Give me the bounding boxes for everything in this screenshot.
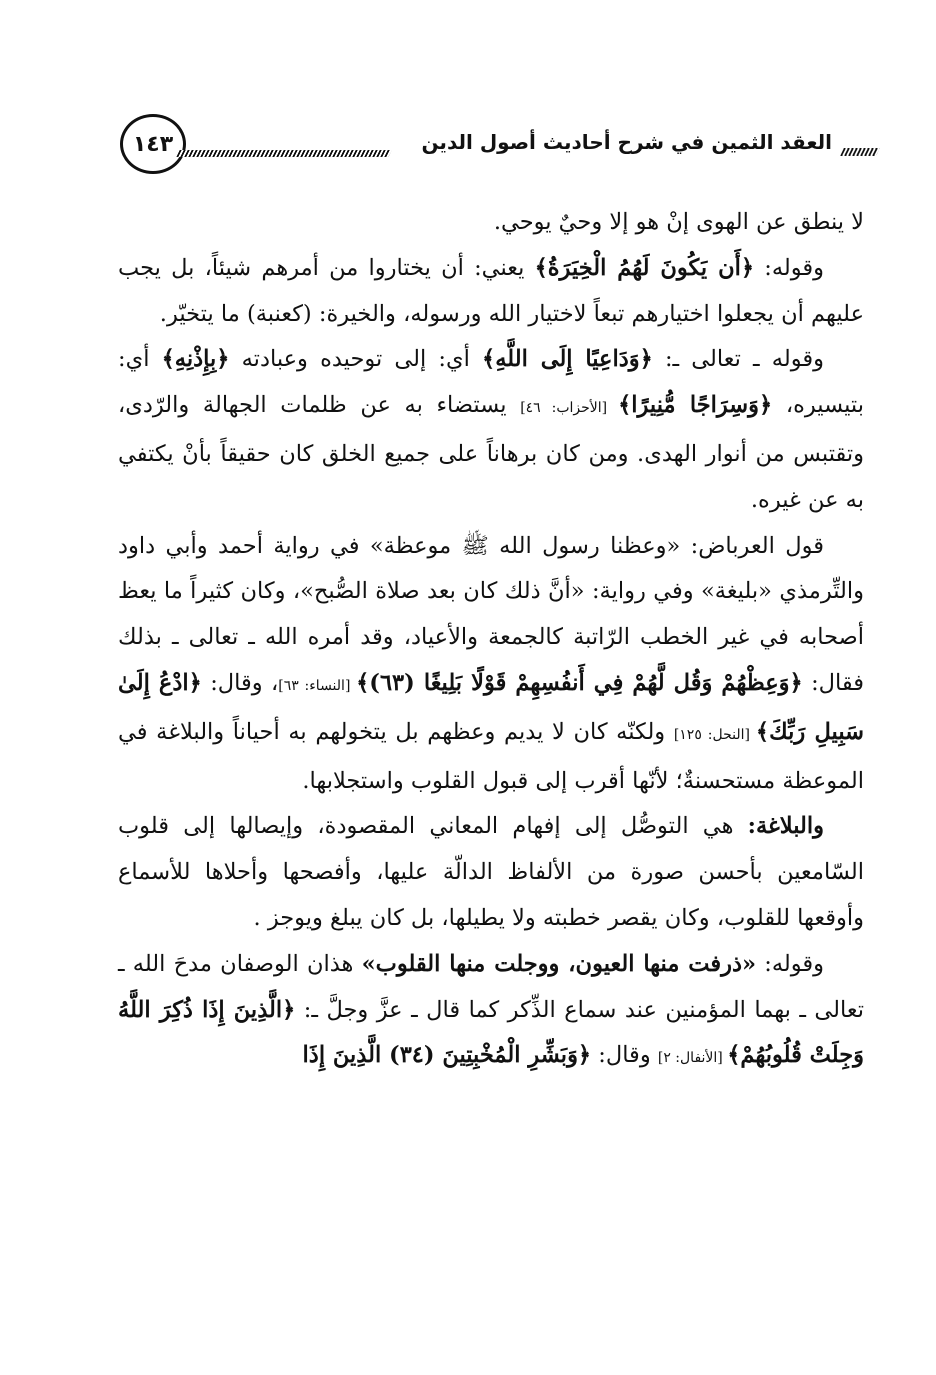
quoted-text: ﴿الَّذِينَ إِذَا ذُكِرَ اللَّهُ وَجِلَتْ قُلُوبُهُمْ﴾ (118, 996, 864, 1069)
quoted-text: ﴿وَبَشِّرِ الْمُخْبِتِينَ (٣٤) الَّذِينَ إِذَا (302, 1042, 592, 1069)
body-text-run: وقوله ـ تعالى ـ: (652, 346, 824, 373)
paragraph-p3 (118, 337, 864, 523)
page-body (118, 200, 864, 1082)
body-text-run: هي التوصُّل إلى إفهام المعاني المقصودة، وإيصالها إلى قلوب السّامعين بأحسن صورة من الألفاظ الدالّة عليها، وأفصحها وأحلاها للأسماع وأوقعها للقلوب، وكان يقصر خطبته ولا يطيلها، بل كان يبلغ ويوجز . (118, 813, 864, 931)
paragraph-p6 (118, 942, 864, 1082)
header-ornament-mark (840, 148, 880, 156)
paragraph-p4 (118, 524, 864, 805)
citation-reference: [الأنفال: ٢] (657, 1050, 728, 1067)
body-text-run: أي: إلى توحيده وعبادته (229, 346, 483, 373)
paragraph-p5 (118, 804, 864, 941)
page-number: ١٤٣ (132, 131, 174, 157)
body-text-run: أي: بتيسيره، (118, 346, 864, 419)
quoted-text: ﴿وَدَاعِيًا إِلَى اللَّهِ﴾ (482, 346, 653, 373)
paragraph-p2 (118, 246, 864, 338)
quoted-text: ﴿وَسِرَاجًا مُّنِيرًا﴾ (618, 392, 773, 419)
body-text-run: يعني: أن يختاروا من أمرهم شيئاً، بل يجب عليهم أن يجعلوا اختيارهم تبعاً لاختيار الله ورسوله، والخيرة: (كعنبة) ما يتخيّر. (118, 254, 864, 327)
quoted-text: «ذرفت منها العيون، ووجلت منها القلوب» (361, 950, 757, 977)
body-text-run: ، وقال: (201, 669, 279, 696)
header-ornament-rule (176, 150, 391, 157)
body-text-run: قول العرباض: «وعظنا رسول الله ﷺ موعظة» في رواية أحمد وأبي داود والتِّرمذي «بليغة» وفي رواية: «أنَّ ذلك كان بعد صلاة الصُّبح»، وكان كثيراً ما يعظ أصحابه في غير الخطب الرّاتبة كالجمعة والأعياد، وقد أمره الله ـ تعالى ـ بذلك فقال: (118, 532, 865, 696)
body-text-run: وقوله: (756, 950, 824, 977)
running-header (118, 108, 878, 182)
citation-reference: [الأحزاب: ٤٦] (520, 400, 619, 417)
body-text-run: يستضاء به عن ظلمات الجهالة والرّدى، وتقتبس من أنوار الهدى. ومن كان برهاناً على جميع الخلق كان حقيقاً بأنْ يكتفي به عن غيره. (118, 392, 864, 513)
paragraph-p1 (118, 200, 864, 246)
quoted-text: ﴿وَعِظْهُمْ وَقُل لَّهُمْ فِي أَنفُسِهِمْ قَوْلًا بَلِيغًا (٦٣)﴾ (356, 669, 803, 696)
body-text-run: لا ينطق عن الهوى إنْ هو إلا وحيٌ يوحي. (493, 209, 864, 235)
quoted-text: ﴿ادْعُ إِلَىٰ سَبِيلِ رَبِّكَ﴾ (118, 669, 864, 745)
page-number-badge (120, 114, 186, 174)
body-text-run: ولكنّه كان لا يديم وعظهم بل يتخولهم به أحياناً والبلاغة في الموعظة مستحسنةٌ؛ لأنّها أقرب إلى قبول القلوب واستجلابها. (118, 718, 864, 794)
body-text-run: وقال: (591, 1042, 658, 1069)
running-header-title: العقد الثمين في شرح أحاديث أصول الدين (421, 130, 832, 154)
citation-reference: [النحل: ١٢٥] (673, 726, 756, 743)
quoted-text: ﴿أَن يَكُونَ لَهُمُ الْخِيَرَةُ﴾ (534, 254, 755, 281)
body-text-run: وقوله: (754, 254, 824, 281)
quoted-text: والبلاغة: (747, 813, 824, 840)
citation-reference: [النساء: ٦٣] (278, 677, 357, 694)
quoted-text: ﴿بِإِذْنِهِ﴾ (161, 346, 230, 373)
body-text-run: هذان الوصفان مدحَ الله ـ تعالى ـ بهما المؤمنين عند سماع الذِّكر كما قال ـ عزَّ وجلَّ ـ: (118, 950, 864, 1023)
